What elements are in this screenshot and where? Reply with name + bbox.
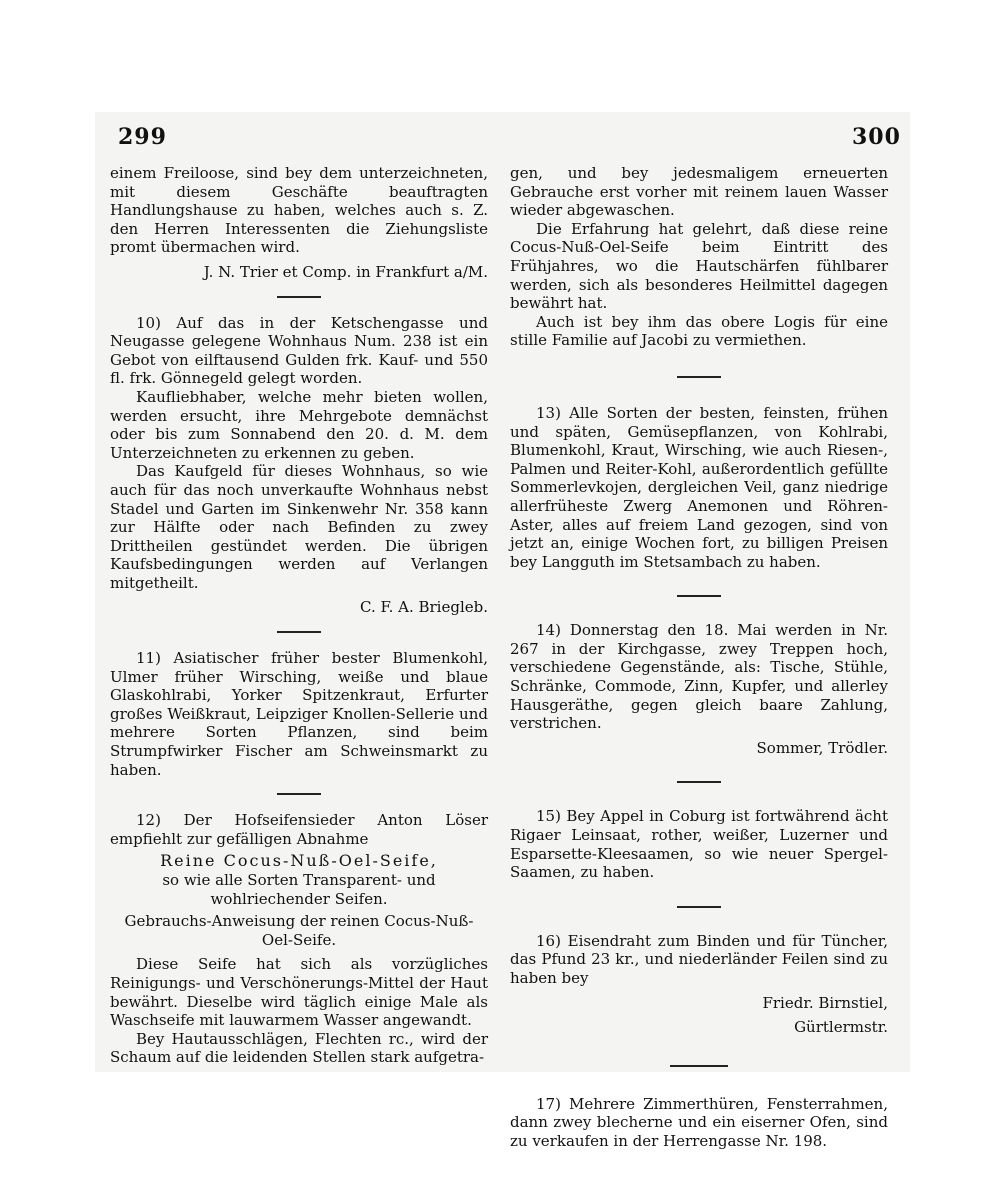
notice-11 [110, 649, 488, 779]
section-divider [277, 296, 321, 298]
notice-12-product-name: Reine Cocus-Nuß-Oel-Seife, [160, 851, 438, 871]
notice-10 [110, 314, 488, 618]
notice-14-paragraph-1: 14) Donnerstag den 18. Mai werden in Nr. 267 in der Kirchgasse, zwey Treppen hoch, verschiedene Gegenstände, als: Tische, Stühle, Schränke, Commode, Zinn, Kupfer, und allerley Hausgeräthe, gegen gleich baare Zahlung, verstrichen. [510, 621, 888, 733]
notice-12-product-subtitle: so wie alle Sorten Transparent- und wohlriechender Seifen. [162, 871, 436, 908]
lottery-notice-signature: J. N. Trier et Comp. in Frankfurt a/M. [203, 262, 488, 281]
section-divider [677, 595, 721, 597]
notice-12-continued-paragraph-1: gen, und bey jedesmaligem erneuerten Gebrauche erst vorher mit reinem lauen Wasser wieder abgewaschen. [510, 164, 888, 220]
notice-12-continued [510, 164, 888, 350]
notice-10-signature: C. F. A. Briegleb. [360, 598, 488, 617]
page-number-left: 299 [118, 124, 167, 150]
notice-10-paragraph-3: Das Kaufgeld für dieses Wohnhaus, so wie auch für das noch unverkaufte Wohnhaus nebst Stadel und Garten im Sinkenwehr Nr. 358 kann zur Hälfte oder nach Befinden zu zwey Drittheilen gestündet werden. Die übrigen Kaufsbedingungen werden auf Verlangen mitgetheilt. [110, 462, 488, 592]
notice-15 [510, 807, 888, 881]
notice-13-paragraph-1: 13) Alle Sorten der besten, feinsten, frühen und späten, Gemüsepflanzen, von Kohlrabi, Blumenkohl, Kraut, Wirsching, wie auch Riesen-, Palmen und Reiter-Kohl, außerordentlich gefüllte Sommerlevkojen, dergleichen Veil, ganz niedrige allerfrüheste Zwerg Anemonen und Röhren-Aster, alles auf freiem Land gezogen, sind von jetzt an, einige Wochen fort, zu billigen Preisen bey Langguth im Stetsambach zu haben. [510, 403, 888, 571]
notice-16-signature-name: Friedr. Birnstiel, [762, 993, 888, 1012]
notice-10-paragraph-1: 10) Auf das in der Ketschengasse und Neugasse gelegene Wohnhaus Num. 238 ist ein Gebot von eilftausend Gulden frk. Kauf- und 550 fl. frk. Gönnegeld gelegt worden. [110, 313, 488, 388]
left-column [110, 164, 488, 1067]
page-number-right: 300 [852, 124, 901, 150]
section-divider [677, 376, 721, 378]
notice-16-paragraph-1: 16) Eisendraht zum Binden und für Tüncher, das Pfund 23 kr., und niederländer Feilen sind zu haben bey [510, 931, 888, 987]
section-divider [670, 1065, 728, 1067]
notice-12-paragraph-2: Diese Seife hat sich als vorzügliches Reinigungs- und Verschönerungs-Mittel der Haut bewährt. Dieselbe wird täglich einige Male als Waschseife mit lauwarmem Wasser angewandt. [110, 955, 488, 1030]
notice-14-signature: Sommer, Trödler. [756, 738, 888, 757]
notice-15-paragraph-1: 15) Bey Appel in Coburg ist fortwährend ächt Rigaer Leinsaat, rother, weißer, Luzerner und Esparsette-Kleesaamen, so wie neuer Spergel-Saamen, zu haben. [510, 807, 888, 882]
notice-12-continued-paragraph-2: Die Erfahrung hat gelehrt, daß diese reine Cocus-Nuß-Oel-Seife beim Eintritt des Frühjahres, wo die Hautschärfen fühlbarer werden, sich als besonderes Heilmittel dagegen bewährt hat. [510, 219, 888, 313]
section-divider [277, 793, 321, 795]
section-divider [677, 781, 721, 783]
notice-12-paragraph-3: Bey Hautausschlägen, Flechten rc., wird der Schaum auf die leidenden Stellen stark aufgetra- [110, 1029, 488, 1067]
notice-12-continued-paragraph-3: Auch ist bey ihm das obere Logis für eine stille Familie auf Jacobi zu vermiethen. [510, 312, 888, 350]
notice-16-signature-title: Gürtlermstr. [794, 1018, 888, 1037]
notice-14 [510, 621, 888, 757]
right-column [510, 164, 888, 1151]
notice-11-paragraph-1: 11) Asiatischer früher bester Blumenkohl, Ulmer früher Wirsching, weiße und blaue Glaskohlrabi, Yorker Spitzenkraut, Erfurter großes Weißkraut, Leipziger Knollen-Sellerie und mehrere Sorten Pflanzen, sind beim Strumpfwirker Fischer am Schweinsmarkt zu haben. [110, 649, 488, 779]
notice-12-paragraph-1: 12) Der Hofseifensieder Anton Löser empfiehlt zur gefälligen Abnahme [110, 811, 488, 848]
notice-12-usage-heading: Gebrauchs-Anweisung der reinen Cocus-Nuß-Oel-Seife. [124, 912, 474, 949]
lottery-notice-text: einem Freiloose, sind bey dem unterzeichneten, mit diesem Geschäfte beauftragten Handlungshause zu haben, welches auch s. Z. den Herren Interessenten die Ziehungsliste promt übermachen wird. [110, 164, 488, 257]
notice-10-paragraph-2: Kaufliebhaber, welche mehr bieten wollen, werden ersucht, ihre Mehrgebote demnächst oder bis zum Sonnabend den 20. d. M. dem Unterzeichneten zu erkennen zu geben. [110, 387, 488, 462]
section-divider [677, 906, 721, 908]
notice-17 [510, 1095, 888, 1151]
notice-17-paragraph-1: 17) Mehrere Zimmerthüren, Fensterrahmen, dann zwey blecherne und ein eiserner Ofen, sind zu verkaufen in der Herrengasse Nr. 198. [510, 1094, 888, 1150]
section-divider [277, 631, 321, 633]
notice-13 [510, 404, 888, 571]
notice-16 [510, 932, 888, 1037]
notice-12 [110, 811, 488, 1067]
